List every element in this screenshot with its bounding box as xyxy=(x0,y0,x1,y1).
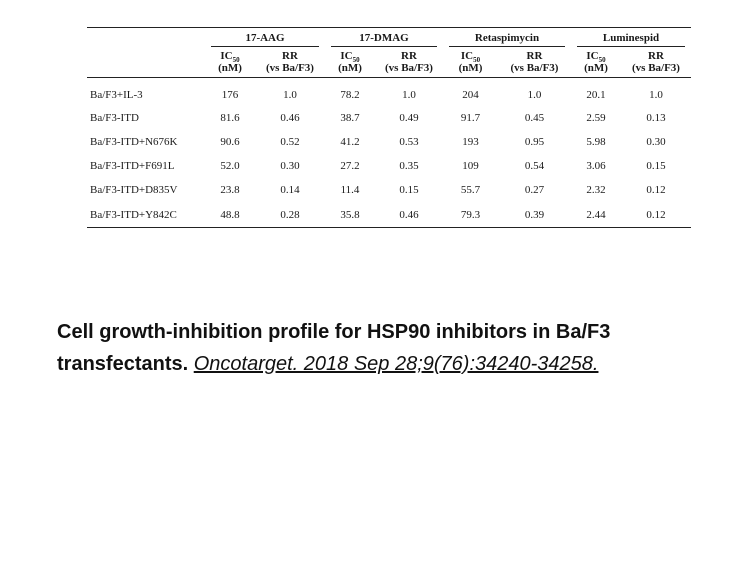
rr-cell: 0.49 xyxy=(399,112,419,124)
rr-cell: 0.15 xyxy=(399,184,419,196)
ic50-cell: 5.98 xyxy=(586,136,606,148)
ic50-header: $IC_{50}$ (nM) xyxy=(571,48,621,78)
ic50-cell: 2.44 xyxy=(571,202,621,228)
ic50-cell: 41.2 xyxy=(340,136,360,148)
ic50-cell: 78.2 xyxy=(340,89,360,101)
ic50-cell: 91.7 xyxy=(460,112,481,124)
subheader-row xyxy=(87,48,691,78)
rr-cell: 0.52 xyxy=(280,136,300,148)
ic50-cell: 38.7 xyxy=(340,112,360,124)
rr-cell: 0.12 xyxy=(621,202,691,228)
ic50-cell: 27.2 xyxy=(340,160,360,172)
group-header-17-dmag: 17-DMAG xyxy=(325,28,443,48)
ic50-cell: 2.59 xyxy=(586,112,606,124)
rr-cell: 0.13 xyxy=(646,112,666,124)
group-header-row xyxy=(87,28,691,48)
ic50-header: $IC_{50}$ (nM) xyxy=(325,48,375,78)
ic50-table xyxy=(87,27,691,228)
rr-cell: 0.54 xyxy=(524,160,545,172)
caption-citation: Oncotarget. 2018 Sep 28;9(76):34240-34258. xyxy=(193,353,599,375)
ic50-cell: 35.8 xyxy=(325,202,375,228)
rr-cell: 1.0 xyxy=(283,89,297,101)
row-label: Ba/F3+IL-3 xyxy=(90,89,143,101)
group-header-luminespid: Luminespid xyxy=(571,28,691,48)
ic50-cell: 2.32 xyxy=(586,184,606,196)
rr-cell: 0.15 xyxy=(646,160,666,172)
rr-cell: 0.30 xyxy=(646,136,666,148)
rr-cell: 0.35 xyxy=(399,160,419,172)
row-label: Ba/F3-ITD+F691L xyxy=(90,160,175,172)
rr-cell: 0.46 xyxy=(375,202,443,228)
rr-cell: 0.46 xyxy=(280,112,300,124)
rr-cell: 0.12 xyxy=(646,184,666,196)
caption-text: Cell growth-inhibition profile for HSP90 inhibitors in Ba/F3 transfectants. xyxy=(57,321,611,375)
ic50-cell: 81.6 xyxy=(220,112,240,124)
rr-cell: 0.28 xyxy=(255,202,325,228)
figure-caption xyxy=(57,316,747,380)
rr-cell: 0.30 xyxy=(280,160,300,172)
row-label: Ba/F3-ITD+Y842C xyxy=(87,202,205,228)
rr-cell: 0.39 xyxy=(498,202,571,228)
ic50-cell: 3.06 xyxy=(586,160,606,172)
table-row xyxy=(87,154,691,178)
rr-cell: 0.27 xyxy=(524,184,545,196)
rr-header: RR (vs Ba/F3) xyxy=(255,48,325,78)
rr-cell: 1.0 xyxy=(649,89,663,101)
ic50-cell: 193 xyxy=(462,136,479,148)
ic50-cell: 79.3 xyxy=(443,202,498,228)
ic50-cell: 176 xyxy=(221,89,239,101)
ic50-cell: 55.7 xyxy=(460,184,481,196)
rr-cell: 1.0 xyxy=(402,89,416,101)
table-row xyxy=(87,106,691,130)
ic50-header: $IC_{50}$ (nM) xyxy=(443,48,498,78)
ic50-cell: 52.0 xyxy=(220,160,240,172)
rr-cell: 0.45 xyxy=(524,112,545,124)
rr-header: RR (vs Ba/F3) xyxy=(375,48,443,78)
ic50-cell: 204 xyxy=(462,89,479,101)
group-header-retaspimycin: Retaspimycin xyxy=(443,28,571,48)
table-row xyxy=(87,178,691,202)
ic50-cell: 23.8 xyxy=(220,184,240,196)
row-label: Ba/F3-ITD+D835V xyxy=(90,184,178,196)
table-row xyxy=(87,202,691,228)
ic50-cell: 48.8 xyxy=(205,202,255,228)
ic50-cell: 20.1 xyxy=(586,89,606,101)
rr-cell: 0.53 xyxy=(399,136,419,148)
ic50-cell: 90.6 xyxy=(220,136,240,148)
rr-cell: 0.14 xyxy=(280,184,300,196)
ic50-header: $IC_{50}$ (nM) xyxy=(205,48,255,78)
rr-header: RR (vs Ba/F3) xyxy=(621,48,691,78)
row-label: Ba/F3-ITD xyxy=(90,112,139,124)
rr-cell: 0.95 xyxy=(524,136,545,148)
group-header-17-aag: 17-AAG xyxy=(205,28,325,48)
ic50-cell: 11.4 xyxy=(340,184,360,196)
rr-header: RR (vs Ba/F3) xyxy=(498,48,571,78)
table-row xyxy=(87,78,691,107)
ic50-cell: 109 xyxy=(462,160,479,172)
table-row xyxy=(87,130,691,154)
table-body xyxy=(87,78,691,228)
row-label: Ba/F3-ITD+N676K xyxy=(90,136,178,148)
rr-cell: 1.0 xyxy=(527,89,542,101)
